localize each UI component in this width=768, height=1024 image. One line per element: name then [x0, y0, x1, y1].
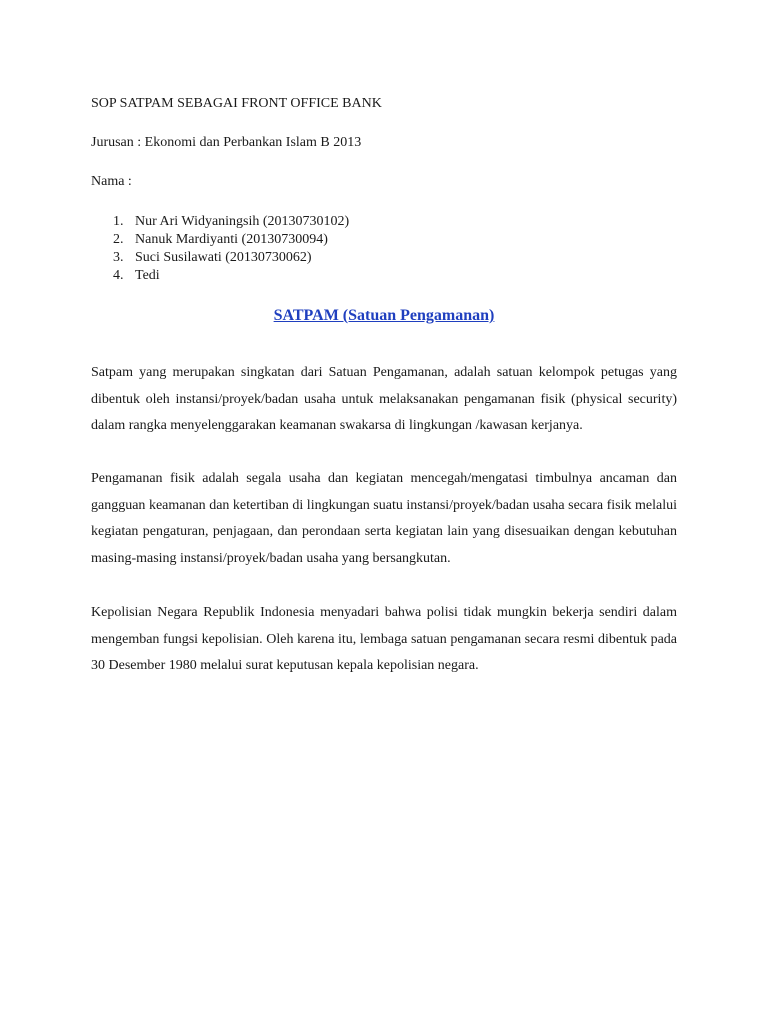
- department-line: Jurusan : Ekonomi dan Perbankan Islam B 2013: [91, 135, 362, 150]
- list-item: [113, 213, 349, 231]
- list-item-number: 4.: [113, 268, 124, 283]
- list-item: [113, 267, 349, 285]
- body-paragraph: Kepolisian Negara Republik Indonesia menyadari bahwa polisi tidak mungkin bekerja sendiri dalam mengemban fungsi kepolisian. Oleh karena itu, lembaga satuan pengamanan secara resmi dibentuk pada 30 Desember 1980 melalui surat keputusan kepala kepolisian negara.: [91, 605, 677, 674]
- body-paragraph: Satpam yang merupakan singkatan dari Satuan Pengamanan, adalah satuan kelompok petugas yang dibentuk oleh instansi/proyek/badan usaha untuk melaksanakan pengamanan fisik (physical security) dalam rangka menyelenggarakan keamanan swakarsa di lingkungan /kawasan kerjanya.: [91, 365, 677, 434]
- list-item: [113, 249, 349, 267]
- names-label: Nama :: [91, 174, 132, 189]
- list-item-number: 3.: [113, 250, 124, 265]
- body-paragraph: Pengamanan fisik adalah segala usaha dan kegiatan mencegah/mengatasi timbulnya ancaman dan gangguan keamanan dan ketertiban di lingkungan suatu instansi/proyek/badan usaha secara fisik melalui kegiatan pengaturan, penjagaan, dan perondaan serta kegiatan lain yang disesuaikan dengan kebutuhan masing-masing instansi/proyek/badan usaha yang bersangkutan.: [91, 471, 677, 567]
- list-item-number: 2.: [113, 232, 124, 247]
- list-item-text: Suci Susilawati (20130730062): [135, 250, 312, 265]
- list-item-text: Tedi: [135, 268, 160, 283]
- document-title: SOP SATPAM SEBAGAI FRONT OFFICE BANK: [91, 96, 382, 111]
- list-item-number: 1.: [113, 214, 124, 229]
- list-item-text: Nanuk Mardiyanti (20130730094): [135, 232, 328, 247]
- member-list: [113, 213, 349, 285]
- list-item-text: Nur Ari Widyaningsih (20130730102): [135, 214, 350, 229]
- list-item: [113, 231, 349, 249]
- section-heading: SATPAM (Satuan Pengamanan): [273, 307, 495, 324]
